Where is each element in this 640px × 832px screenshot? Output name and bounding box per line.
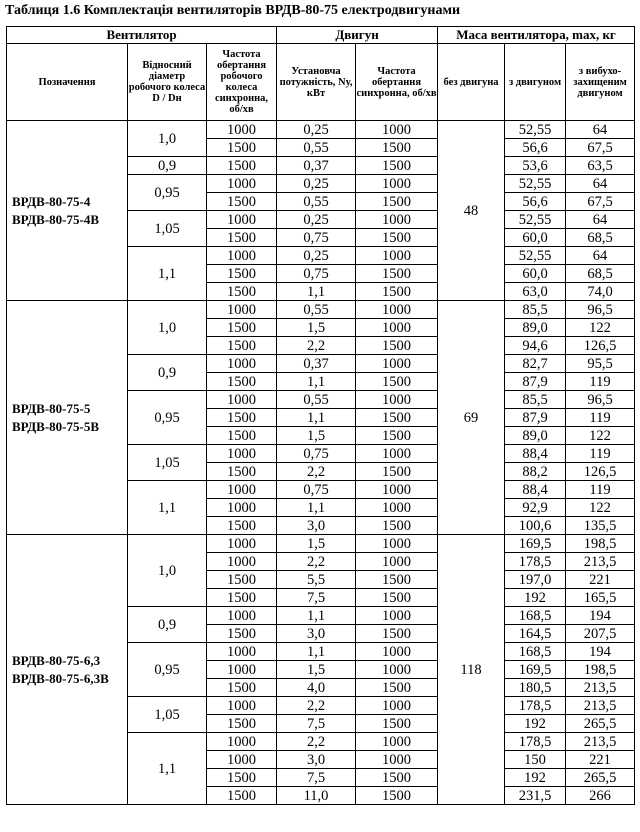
wheel-speed-cell: 1000 (207, 553, 277, 571)
mass-with-motor-cell: 192 (505, 769, 566, 787)
motor-speed-cell: 1000 (356, 733, 438, 751)
header-mass-no-motor: без двигуна (438, 44, 505, 121)
wheel-speed-cell: 1000 (207, 499, 277, 517)
header-mass-ex-motor: з вибухо-захищеним двигуном (566, 44, 635, 121)
header-mass: Маса вентилятора, max, кг (438, 27, 635, 44)
wheel-speed-cell: 1000 (207, 535, 277, 553)
mass-with-motor-cell: 178,5 (505, 733, 566, 751)
power-cell: 7,5 (277, 715, 356, 733)
mass-ex-motor-cell: 96,5 (566, 301, 635, 319)
mass-ex-motor-cell: 119 (566, 373, 635, 391)
motor-speed-cell: 1500 (356, 373, 438, 391)
header-rel-diameter: Відносний діаметр робочого колеса D / Dн (128, 44, 207, 121)
mass-with-motor-cell: 88,2 (505, 463, 566, 481)
mass-ex-motor-cell: 119 (566, 409, 635, 427)
mass-ex-motor-cell: 213,5 (566, 679, 635, 697)
motor-speed-cell: 1000 (356, 643, 438, 661)
power-cell: 1,1 (277, 373, 356, 391)
mass-with-motor-cell: 52,55 (505, 175, 566, 193)
header-fan: Вентилятор (7, 27, 277, 44)
motor-speed-cell: 1000 (356, 481, 438, 499)
wheel-speed-cell: 1500 (207, 193, 277, 211)
mass-ex-motor-cell: 213,5 (566, 733, 635, 751)
model-name: ВРДВ-80-75-5 (12, 400, 91, 416)
model-designation-cell (7, 121, 128, 301)
motor-speed-cell: 1000 (356, 499, 438, 517)
header-motor: Двигун (277, 27, 438, 44)
power-cell: 1,5 (277, 661, 356, 679)
motor-speed-cell: 1000 (356, 535, 438, 553)
mass-ex-motor-cell: 64 (566, 211, 635, 229)
mass-ex-motor-cell: 126,5 (566, 463, 635, 481)
mass-with-motor-cell: 94,6 (505, 337, 566, 355)
power-cell: 1,5 (277, 535, 356, 553)
mass-ex-motor-cell: 64 (566, 247, 635, 265)
wheel-speed-cell: 1500 (207, 337, 277, 355)
power-cell: 3,0 (277, 625, 356, 643)
motor-speed-cell: 1000 (356, 355, 438, 373)
wheel-speed-cell: 1500 (207, 409, 277, 427)
mass-ex-motor-cell: 126,5 (566, 337, 635, 355)
mass-with-motor-cell: 178,5 (505, 697, 566, 715)
mass-ex-motor-cell: 96,5 (566, 391, 635, 409)
mass-with-motor-cell: 63,0 (505, 283, 566, 301)
power-cell: 0,75 (277, 229, 356, 247)
motor-speed-cell: 1500 (356, 139, 438, 157)
wheel-speed-cell: 1000 (207, 643, 277, 661)
motor-speed-cell: 1000 (356, 661, 438, 679)
wheel-speed-cell: 1500 (207, 139, 277, 157)
motor-speed-cell: 1500 (356, 769, 438, 787)
mass-with-motor-cell: 231,5 (505, 787, 566, 805)
motor-speed-cell: 1000 (356, 607, 438, 625)
motor-speed-cell: 1500 (356, 427, 438, 445)
mass-with-motor-cell: 52,55 (505, 211, 566, 229)
rel-diameter-cell: 1,0 (128, 121, 207, 157)
power-cell: 0,75 (277, 481, 356, 499)
power-cell: 2,2 (277, 697, 356, 715)
power-cell: 7,5 (277, 769, 356, 787)
power-cell: 1,1 (277, 283, 356, 301)
motor-speed-cell: 1000 (356, 211, 438, 229)
mass-ex-motor-cell: 68,5 (566, 229, 635, 247)
mass-no-motor-cell: 69 (438, 301, 505, 535)
motor-speed-cell: 1000 (356, 247, 438, 265)
wheel-speed-cell: 1000 (207, 751, 277, 769)
mass-ex-motor-cell: 221 (566, 751, 635, 769)
wheel-speed-cell: 1000 (207, 733, 277, 751)
wheel-speed-cell: 1500 (207, 571, 277, 589)
mass-with-motor-cell: 88,4 (505, 445, 566, 463)
motor-speed-cell: 1000 (356, 319, 438, 337)
power-cell: 0,55 (277, 193, 356, 211)
mass-ex-motor-cell: 213,5 (566, 697, 635, 715)
mass-ex-motor-cell: 265,5 (566, 769, 635, 787)
rel-diameter-cell: 0,9 (128, 355, 207, 391)
wheel-speed-cell: 1000 (207, 661, 277, 679)
mass-ex-motor-cell: 221 (566, 571, 635, 589)
table-row (7, 535, 635, 553)
table-title: Таблиця 1.6 Комплектація вентиляторів ВРДВ-80-75 електродвигунами (5, 3, 461, 18)
motor-speed-cell: 1500 (356, 337, 438, 355)
mass-ex-motor-cell: 165,5 (566, 589, 635, 607)
motor-speed-cell: 1000 (356, 553, 438, 571)
motor-speed-cell: 1500 (356, 283, 438, 301)
mass-ex-motor-cell: 95,5 (566, 355, 635, 373)
wheel-speed-cell: 1500 (207, 589, 277, 607)
wheel-speed-cell: 1500 (207, 229, 277, 247)
mass-ex-motor-cell: 67,5 (566, 139, 635, 157)
rel-diameter-cell: 0,95 (128, 175, 207, 211)
mass-with-motor-cell: 60,0 (505, 265, 566, 283)
motor-speed-cell: 1000 (356, 751, 438, 769)
mass-with-motor-cell: 89,0 (505, 427, 566, 445)
mass-with-motor-cell: 56,6 (505, 193, 566, 211)
mass-ex-motor-cell: 207,5 (566, 625, 635, 643)
power-cell: 0,37 (277, 157, 356, 175)
wheel-speed-cell: 1500 (207, 157, 277, 175)
mass-with-motor-cell: 197,0 (505, 571, 566, 589)
power-cell: 0,75 (277, 265, 356, 283)
motor-speed-cell: 1500 (356, 787, 438, 805)
wheel-speed-cell: 1000 (207, 445, 277, 463)
mass-with-motor-cell: 178,5 (505, 553, 566, 571)
motor-speed-cell: 1000 (356, 175, 438, 193)
mass-with-motor-cell: 168,5 (505, 643, 566, 661)
rel-diameter-cell: 0,95 (128, 643, 207, 697)
wheel-speed-cell: 1000 (207, 391, 277, 409)
motor-speed-cell: 1500 (356, 463, 438, 481)
motor-speed-cell: 1000 (356, 301, 438, 319)
rel-diameter-cell: 1,05 (128, 697, 207, 733)
power-cell: 3,0 (277, 517, 356, 535)
mass-with-motor-cell: 85,5 (505, 301, 566, 319)
mass-with-motor-cell: 87,9 (505, 373, 566, 391)
motor-speed-cell: 1000 (356, 697, 438, 715)
mass-ex-motor-cell: 213,5 (566, 553, 635, 571)
header-designation: Позначення (7, 44, 128, 121)
power-cell: 5,5 (277, 571, 356, 589)
rel-diameter-cell: 1,0 (128, 535, 207, 607)
header-installed-power: Установча потужність, Nу, кВт (277, 44, 356, 121)
power-cell: 0,25 (277, 175, 356, 193)
mass-with-motor-cell: 192 (505, 715, 566, 733)
rel-diameter-cell: 0,9 (128, 157, 207, 175)
mass-ex-motor-cell: 67,5 (566, 193, 635, 211)
motor-speed-cell: 1500 (356, 589, 438, 607)
model-name: ВРДВ-80-75-6,3 (12, 652, 101, 668)
power-cell: 0,55 (277, 391, 356, 409)
mass-with-motor-cell: 52,55 (505, 247, 566, 265)
header-sub-row (7, 44, 635, 121)
power-cell: 11,0 (277, 787, 356, 805)
mass-ex-motor-cell: 265,5 (566, 715, 635, 733)
mass-with-motor-cell: 56,6 (505, 139, 566, 157)
mass-ex-motor-cell: 198,5 (566, 535, 635, 553)
mass-ex-motor-cell: 135,5 (566, 517, 635, 535)
motor-speed-cell: 1500 (356, 193, 438, 211)
wheel-speed-cell: 1000 (207, 175, 277, 193)
mass-ex-motor-cell: 122 (566, 499, 635, 517)
table-row (7, 121, 635, 139)
wheel-speed-cell: 1500 (207, 265, 277, 283)
motor-speed-cell: 1500 (356, 517, 438, 535)
power-cell: 7,5 (277, 589, 356, 607)
power-cell: 4,0 (277, 679, 356, 697)
mass-ex-motor-cell: 194 (566, 643, 635, 661)
mass-ex-motor-cell: 74,0 (566, 283, 635, 301)
mass-with-motor-cell: 100,6 (505, 517, 566, 535)
motor-speed-cell: 1000 (356, 391, 438, 409)
wheel-speed-cell: 1500 (207, 787, 277, 805)
wheel-speed-cell: 1000 (207, 355, 277, 373)
mass-ex-motor-cell: 64 (566, 121, 635, 139)
power-cell: 0,55 (277, 301, 356, 319)
mass-with-motor-cell: 192 (505, 589, 566, 607)
model-name: ВРДВ-80-75-6,3В (12, 670, 109, 686)
model-designation-cell (7, 301, 128, 535)
power-cell: 1,5 (277, 319, 356, 337)
table-row (7, 301, 635, 319)
mass-with-motor-cell: 169,5 (505, 535, 566, 553)
rel-diameter-cell: 1,1 (128, 481, 207, 535)
wheel-speed-cell: 1500 (207, 427, 277, 445)
power-cell: 2,2 (277, 553, 356, 571)
power-cell: 1,5 (277, 427, 356, 445)
spec-table (6, 26, 635, 805)
motor-speed-cell: 1500 (356, 157, 438, 175)
mass-ex-motor-cell: 194 (566, 607, 635, 625)
motor-speed-cell: 1500 (356, 715, 438, 733)
wheel-speed-cell: 1500 (207, 679, 277, 697)
mass-ex-motor-cell: 119 (566, 445, 635, 463)
power-cell: 1,1 (277, 607, 356, 625)
wheel-speed-cell: 1500 (207, 463, 277, 481)
wheel-speed-cell: 1500 (207, 373, 277, 391)
mass-with-motor-cell: 164,5 (505, 625, 566, 643)
wheel-speed-cell: 1000 (207, 247, 277, 265)
mass-with-motor-cell: 92,9 (505, 499, 566, 517)
motor-speed-cell: 1000 (356, 445, 438, 463)
rel-diameter-cell: 0,95 (128, 391, 207, 445)
mass-ex-motor-cell: 122 (566, 319, 635, 337)
wheel-speed-cell: 1500 (207, 283, 277, 301)
power-cell: 1,1 (277, 499, 356, 517)
mass-with-motor-cell: 88,4 (505, 481, 566, 499)
mass-no-motor-cell: 118 (438, 535, 505, 805)
wheel-speed-cell: 1000 (207, 481, 277, 499)
mass-with-motor-cell: 85,5 (505, 391, 566, 409)
wheel-speed-cell: 1500 (207, 769, 277, 787)
mass-no-motor-cell: 48 (438, 121, 505, 301)
power-cell: 0,75 (277, 445, 356, 463)
mass-with-motor-cell: 150 (505, 751, 566, 769)
rel-diameter-cell: 1,1 (128, 247, 207, 301)
power-cell: 1,1 (277, 643, 356, 661)
power-cell: 0,25 (277, 121, 356, 139)
mass-ex-motor-cell: 122 (566, 427, 635, 445)
power-cell: 0,55 (277, 139, 356, 157)
rel-diameter-cell: 1,05 (128, 445, 207, 481)
wheel-speed-cell: 1000 (207, 301, 277, 319)
header-wheel-speed: Частота обертання робочого колеса синхронна, об/хв (207, 44, 277, 121)
wheel-speed-cell: 1500 (207, 517, 277, 535)
mass-ex-motor-cell: 63,5 (566, 157, 635, 175)
power-cell: 0,25 (277, 211, 356, 229)
power-cell: 2,2 (277, 463, 356, 481)
mass-with-motor-cell: 89,0 (505, 319, 566, 337)
header-group-row (7, 27, 635, 44)
motor-speed-cell: 1500 (356, 571, 438, 589)
power-cell: 1,1 (277, 409, 356, 427)
wheel-speed-cell: 1500 (207, 715, 277, 733)
mass-with-motor-cell: 169,5 (505, 661, 566, 679)
power-cell: 2,2 (277, 337, 356, 355)
model-name: ВРДВ-80-75-5В (12, 418, 99, 434)
wheel-speed-cell: 1000 (207, 697, 277, 715)
motor-speed-cell: 1000 (356, 121, 438, 139)
power-cell: 2,2 (277, 733, 356, 751)
wheel-speed-cell: 1000 (207, 121, 277, 139)
mass-ex-motor-cell: 198,5 (566, 661, 635, 679)
header-motor-speed: Частота обертання синхронна, об/хв (356, 44, 438, 121)
mass-with-motor-cell: 180,5 (505, 679, 566, 697)
mass-with-motor-cell: 87,9 (505, 409, 566, 427)
mass-ex-motor-cell: 68,5 (566, 265, 635, 283)
motor-speed-cell: 1500 (356, 409, 438, 427)
rel-diameter-cell: 1,1 (128, 733, 207, 805)
motor-speed-cell: 1500 (356, 265, 438, 283)
header-mass-with-motor: з двигуном (505, 44, 566, 121)
wheel-speed-cell: 1500 (207, 319, 277, 337)
model-name: ВРДВ-80-75-4 (12, 193, 91, 209)
table-body (7, 121, 635, 805)
model-name: ВРДВ-80-75-4В (12, 211, 99, 227)
model-designation-cell (7, 535, 128, 805)
rel-diameter-cell: 1,0 (128, 301, 207, 355)
power-cell: 3,0 (277, 751, 356, 769)
mass-ex-motor-cell: 119 (566, 481, 635, 499)
mass-ex-motor-cell: 266 (566, 787, 635, 805)
mass-with-motor-cell: 53,6 (505, 157, 566, 175)
wheel-speed-cell: 1500 (207, 625, 277, 643)
power-cell: 0,25 (277, 247, 356, 265)
rel-diameter-cell: 1,05 (128, 211, 207, 247)
power-cell: 0,37 (277, 355, 356, 373)
rel-diameter-cell: 0,9 (128, 607, 207, 643)
motor-speed-cell: 1500 (356, 625, 438, 643)
wheel-speed-cell: 1000 (207, 211, 277, 229)
mass-ex-motor-cell: 64 (566, 175, 635, 193)
mass-with-motor-cell: 82,7 (505, 355, 566, 373)
mass-with-motor-cell: 60,0 (505, 229, 566, 247)
wheel-speed-cell: 1000 (207, 607, 277, 625)
motor-speed-cell: 1500 (356, 679, 438, 697)
motor-speed-cell: 1500 (356, 229, 438, 247)
mass-with-motor-cell: 168,5 (505, 607, 566, 625)
mass-with-motor-cell: 52,55 (505, 121, 566, 139)
